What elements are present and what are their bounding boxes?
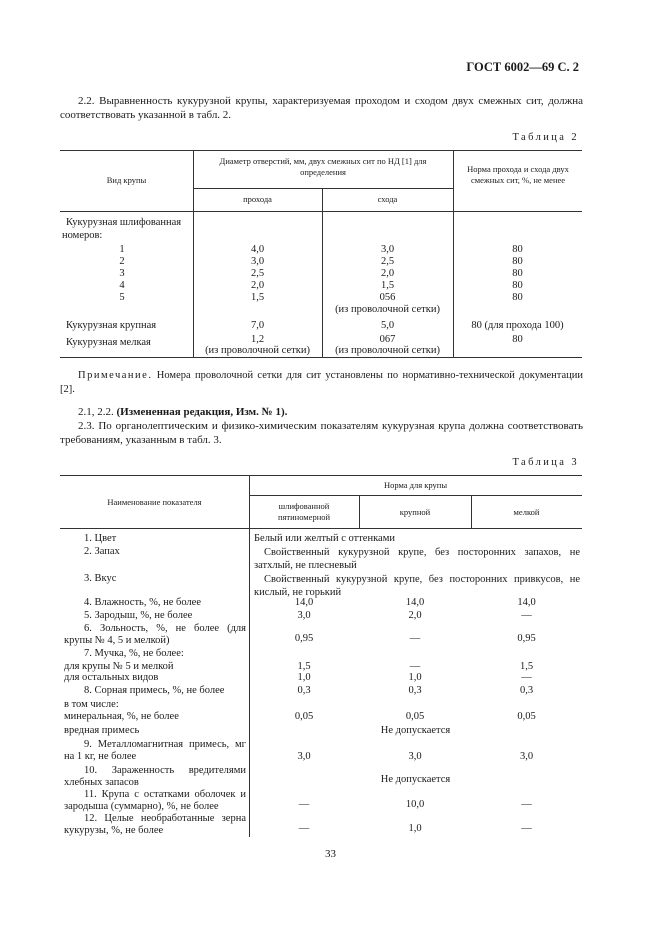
value-polished: 0,05 xyxy=(294,711,314,722)
row-span-value: Белый или желтый с оттенками xyxy=(254,533,395,544)
value-fine: 0,95 xyxy=(517,633,536,644)
value-coarse: 0,05 xyxy=(405,711,425,722)
value-fine: — xyxy=(521,799,532,810)
col-header-fine: мелкой xyxy=(513,507,540,517)
value-coarse: 14,0 xyxy=(405,597,425,608)
table-3-caption: Таблица 3 xyxy=(512,457,579,468)
table-row-over: 5,0 xyxy=(380,320,395,331)
table-row-norm: 80 xyxy=(512,256,523,267)
wire-note: (из проволочной сетки) xyxy=(205,345,310,356)
col-header-over: схода xyxy=(377,194,398,204)
row-name: 12. Целые необработанные зерна кукурузы, %, не более xyxy=(64,813,246,836)
page-number: 33 xyxy=(325,848,336,860)
value-fine: — xyxy=(521,823,532,834)
row-name: 7. Мучка, %, не более: xyxy=(84,648,184,659)
row-span-value: Не допускается xyxy=(380,725,451,736)
value-polished: — xyxy=(298,823,310,834)
table-row-over: 056 xyxy=(379,292,396,303)
value-coarse: 3,0 xyxy=(408,751,422,762)
row-span-value: Свойственный кукурузной крупе, без посторонних привкусов, не кислый, не горький xyxy=(254,574,580,598)
row-name: 11. Крупа с остатками оболочек и зародыша (суммарно), %, не более xyxy=(64,789,246,812)
table-row-pass: 1,5 xyxy=(250,292,265,303)
table-row-norm: 80 xyxy=(512,244,523,255)
table-row-pass: 1,2 xyxy=(250,334,265,345)
col-header-norm: Норма прохода и схода двух смежных сит, %, не менее xyxy=(467,164,569,185)
value-coarse: 2,0 xyxy=(408,610,422,621)
group-label: Кукурузная шлифованная номеров: xyxy=(62,217,182,241)
value-polished: — xyxy=(298,799,310,810)
table-row-pass: 2,5 xyxy=(250,268,265,279)
table-row-kind: 4 xyxy=(119,280,125,291)
table-2-caption: Таблица 2 xyxy=(512,132,579,143)
table-row-kind: 1 xyxy=(119,244,125,255)
table-3 xyxy=(60,475,582,837)
row-name: 4. Влажность, %, не более xyxy=(84,597,201,608)
table-row-over: 2,5 xyxy=(380,256,395,267)
table-row-norm: 80 (для прохода 100) xyxy=(471,320,564,331)
table-row-kind: Кукурузная мелкая xyxy=(66,337,151,348)
row-name: 3. Вкус xyxy=(84,573,117,584)
value-polished: 1,0 xyxy=(297,672,311,683)
value-polished: 3,0 xyxy=(297,610,311,621)
table-row-norm: 80 xyxy=(512,334,523,345)
row-name: для остальных видов xyxy=(64,672,159,683)
page-header: ГОСТ 6002—69 С. 2 xyxy=(466,60,579,74)
row-name: вредная примесь xyxy=(64,725,140,736)
row-name: в том числе: xyxy=(64,699,119,710)
col-header-name: Наименование показателя xyxy=(107,497,202,507)
value-coarse: — xyxy=(409,661,421,672)
value-coarse: 0,3 xyxy=(408,685,422,696)
note-label: Примечание. xyxy=(78,370,153,381)
value-polished: 0,3 xyxy=(297,685,311,696)
value-coarse: — xyxy=(409,633,421,644)
table-row-pass: 4,0 xyxy=(250,244,265,255)
value-fine: 1,5 xyxy=(519,661,534,672)
row-name: для крупы № 5 и мелкой xyxy=(64,661,174,672)
table-2-note xyxy=(60,369,583,397)
table-row-pass: 3,0 xyxy=(250,256,265,267)
col-header-norm: Норма для крупы xyxy=(383,480,448,490)
table-row-pass: 7,0 xyxy=(250,320,265,331)
row-name: 8. Сорная примесь, %, не более xyxy=(84,685,225,696)
table-row-norm: 80 xyxy=(512,268,523,279)
table-row-norm: 80 xyxy=(512,280,523,291)
col-header-kind: Вид крупы xyxy=(106,175,147,185)
table-row-over: 2,0 xyxy=(380,268,395,279)
row-name: минеральная, %, не более xyxy=(64,711,179,722)
table-row-norm: 80 xyxy=(512,292,523,303)
table-row-kind: 2 xyxy=(119,256,125,267)
value-fine: — xyxy=(521,672,532,683)
row-name: 9. Металломагнитная примесь, мг на 1 кг, не более xyxy=(64,739,246,762)
table-row-kind: 3 xyxy=(119,268,125,279)
value-fine: 0,3 xyxy=(519,685,534,696)
col-header-coarse: крупной xyxy=(399,507,431,517)
wire-note: (из проволочной сетки) xyxy=(335,345,440,356)
row-span-value: Свойственный кукурузной крупе, без посторонних запахов, не затхлый, не плесневый xyxy=(254,547,580,571)
row-name: 1. Цвет xyxy=(84,533,117,544)
note-text: Номера проволочной сетки для сит установлены по нормативно-технической документации [2]. xyxy=(60,370,583,395)
value-coarse: 1,0 xyxy=(408,823,422,834)
row-span-value: Не допускается xyxy=(380,774,451,785)
paragraph-2-2: 2.2. Выравненность кукурузной крупы, характеризуемая проходом и сходом двух смежных сит, должна соответствовать указанной в табл. 2. xyxy=(60,95,583,121)
value-fine: 0,05 xyxy=(517,711,536,722)
table-2 xyxy=(60,150,582,358)
table-row-over: 3,0 xyxy=(380,244,395,255)
value-polished: 3,0 xyxy=(297,751,311,762)
row-name: 2. Запах xyxy=(84,546,120,557)
row-name: 6. Зольность, %, не более (для крупы № 4, 5 и мелкой) xyxy=(64,623,246,646)
value-polished: 1,5 xyxy=(297,661,311,672)
table-row-pass: 2,0 xyxy=(250,280,265,291)
table-row-over: 067 xyxy=(379,334,396,345)
table-row-kind: Кукурузная крупная xyxy=(66,320,157,331)
edit-prefix: 2.1, 2.2. xyxy=(78,406,117,418)
col-header-diameter: Диаметр отверстий, мм, двух смежных сит по НД [1] для определения xyxy=(219,156,427,177)
edit-note xyxy=(60,405,583,419)
row-name: 5. Зародыш, %, не более xyxy=(84,610,193,621)
col-header-pass: прохода xyxy=(243,194,272,204)
table-row-kind: 5 xyxy=(119,292,125,303)
wire-note: (из проволочной сетки) xyxy=(335,304,440,315)
edit-bold: (Измененная редакция, Изм. № 1). xyxy=(116,406,288,418)
value-polished: 0,95 xyxy=(294,633,314,644)
value-fine: 14,0 xyxy=(517,597,536,608)
value-coarse: 1,0 xyxy=(408,672,422,683)
paragraph-2-3: 2.3. По органолептическим и физико-химическим показателям кукурузная крупа должна соответствовать требованиям, указанным в табл. 3. xyxy=(60,420,583,446)
value-polished: 14,0 xyxy=(294,597,314,608)
value-fine: 3,0 xyxy=(519,751,534,762)
col-header-polished: шлифованной пятиномерной xyxy=(277,501,331,522)
row-name: 10. Зараженность вредителями хлебных запасов xyxy=(64,765,246,788)
value-coarse: 10,0 xyxy=(405,799,425,810)
table-row-over: 1,5 xyxy=(380,280,395,291)
value-fine: — xyxy=(521,610,532,621)
